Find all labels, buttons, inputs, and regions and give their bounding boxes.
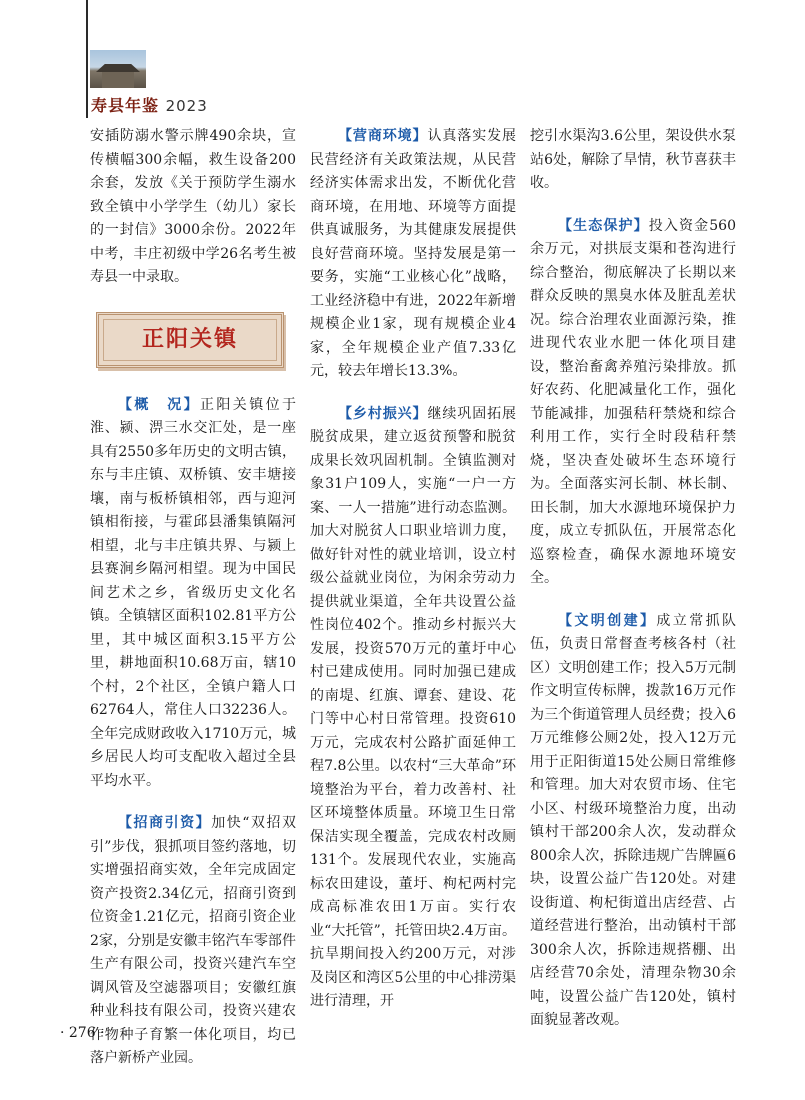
business-text: 认真落实发展民营经济有关政策法规，从民营经济实体需求出发，不断优化营商环境，在用地、环境等方面提供真诚服务，为其健康发展提供良好营商环境。坚持发展是第一要务，实施“工业核心化”战略，工业经济稳中有进，2022年新增规模企业1家，现有规模企业4家，全年规模企业产值7.33亿元，较去年增长13.3%。 [310,128,517,379]
rural-section [310,403,516,1014]
eco-text: 投入资金560余万元，对拱辰支渠和苍沟进行综合整治，彻底解决了长期以来群众反映的黑臭水体及脏乱差状况。综合治理农业面源污染，推进现代农业水肥一体化项目建设，整治畜禽养殖污染排放。抓好农药、化肥减量化工作，强化节能减排，加强秸秆禁烧和综合利用工作，实行全时段秸秆禁烧，坚决查处破坏生态环境行为。全面落实河长制、林长制、田长制，加大水源地环境保护力度，成立专抓队伍，开展常态化巡察检查，确保水源地环境安全。 [530,217,736,586]
civ-section [530,610,736,1033]
header-rule [86,0,88,118]
overview-section [90,394,296,794]
town-heading: 正阳关镇 [141,326,238,352]
overview-text: 正阳关镇位于淮、颍、淠三水交汇处，是一座具有2550多年历史的文明古镇，东与丰庄镇、双桥镇、安丰塘接壤，南与板桥镇相邻，西与迎河镇相衔接，与霍邱县潘集镇隔河相望，北与丰庄镇共界、与颍上县赛涧乡隔河相望。现为中国民间艺术之乡，省级历史文化名镇。全镇辖区面积102.81平方公里，其中城区面积3.15平方公里，耕地面积10.68万亩，辖10个村，2个社区，全镇户籍人口62764人，常住人口32236人。全年完成财政收入1710万元，城乡居民人均可支配收入超过全县平均水平。 [90,396,296,789]
invest-section [90,812,296,1071]
business-tag: 【营商环境】 [338,128,428,144]
intro-paragraph: 安插防溺水警示牌490余块，宣传横幅300余幅，救生设备200余套，发放《关于预防学生溺水致全镇中小学学生（幼儿）家长的一封信》3000余份。2022年中考，丰庄初级中学26名考生被寿县一中录取。 [90,128,296,285]
rural-tag: 【乡村振兴】 [338,405,428,422]
yearbook-title: 寿县年鉴 [91,96,160,115]
invest-text: 加快“双招双引”步伐，狠抓项目签约落地，切实增强招商实效，全年完成固定资产投资2.34亿元，招商引资到位资金1.21亿元，招商引资企业2家，分别是安徽丰铭汽车零部件生产有限公司，投资兴建汽车空调风管及空滤器项目；安徽红旗种业科技有限公司，投资兴建农作物种子育繁一体化项目，均已落户新桥产业园。 [90,815,296,1066]
column-1 [90,125,296,1071]
eco-tag: 【生态保护】 [558,217,649,234]
business-section [310,125,516,384]
civ-tag: 【文明创建】 [558,612,657,629]
town-heading-box [96,312,284,368]
running-header [91,93,208,116]
eco-section [530,215,736,591]
overview-tag: 【概 况】 [118,396,200,413]
rural-text: 继续巩固拓展脱贫成果，建立返贫预警和脱贫成果长效巩固机制。全镇监测对象31户109人，实施“一户一方案、一人一措施”进行动态监测。加大对脱贫人口职业培训力度，做好针对性的就业培训，设立村级公益就业岗位，为闲余劳动力提供就业渠道，全年共设置公益性岗位402个。推动乡村振兴大发展，投资570万元的董圩中心村已建成使用。同时加强已建成的南堤、红旗、谭套、建设、花门等中心村日常管理。投资610万元，完成农村公路扩面延伸工程7.8公里。以农村“三大革命”环境整治为平台，着力改善村、社区环境整体质量。环境卫生日常保洁实现全覆盖，完成农村改厕131个。发展现代农业，实施高标农田建设，董圩、枸杞两村完成高标准农田1万亩。实行农业“大托管”，托管田块2.4万亩。抗旱期间投入约200万元，对涉及岗区和湾区5公里的中心排涝渠进行清理，开 [310,405,517,1009]
header-photo [90,50,146,88]
page-number: · 276 · [60,1025,105,1041]
column-3 [530,125,736,1033]
civ-text: 成立常抓队伍，负责日常督查考核各村（社区）文明创建工作；投入5万元制作文明宣传标牌，拨款16万元作为三个街道管理人员经费；投入6万元维修公厕2处，投入12万元用于正阳街道15处公厕日常维修和管理。加大对农贸市场、住宅小区、村级环境整治力度，出动镇村干部200余人次，发动群众800余人次，拆除违规广告牌匾6块，设置公益广告120处。对建设街道、枸杞街道出店经营、占道经营进行整治，出动镇村干部300余人次，拆除违规搭棚、出店经营70余处，清理杂物30余吨，设置公益广告120处，镇村面貌显著改观。 [530,612,737,1028]
invest-tag: 【招商引资】 [118,815,212,831]
rural-continued: 挖引水渠沟3.6公里，架设供水泵站6处，解除了旱情，秋节喜获丰收。 [530,128,736,191]
column-2 [310,125,516,1014]
yearbook-year: 2023 [165,97,208,115]
